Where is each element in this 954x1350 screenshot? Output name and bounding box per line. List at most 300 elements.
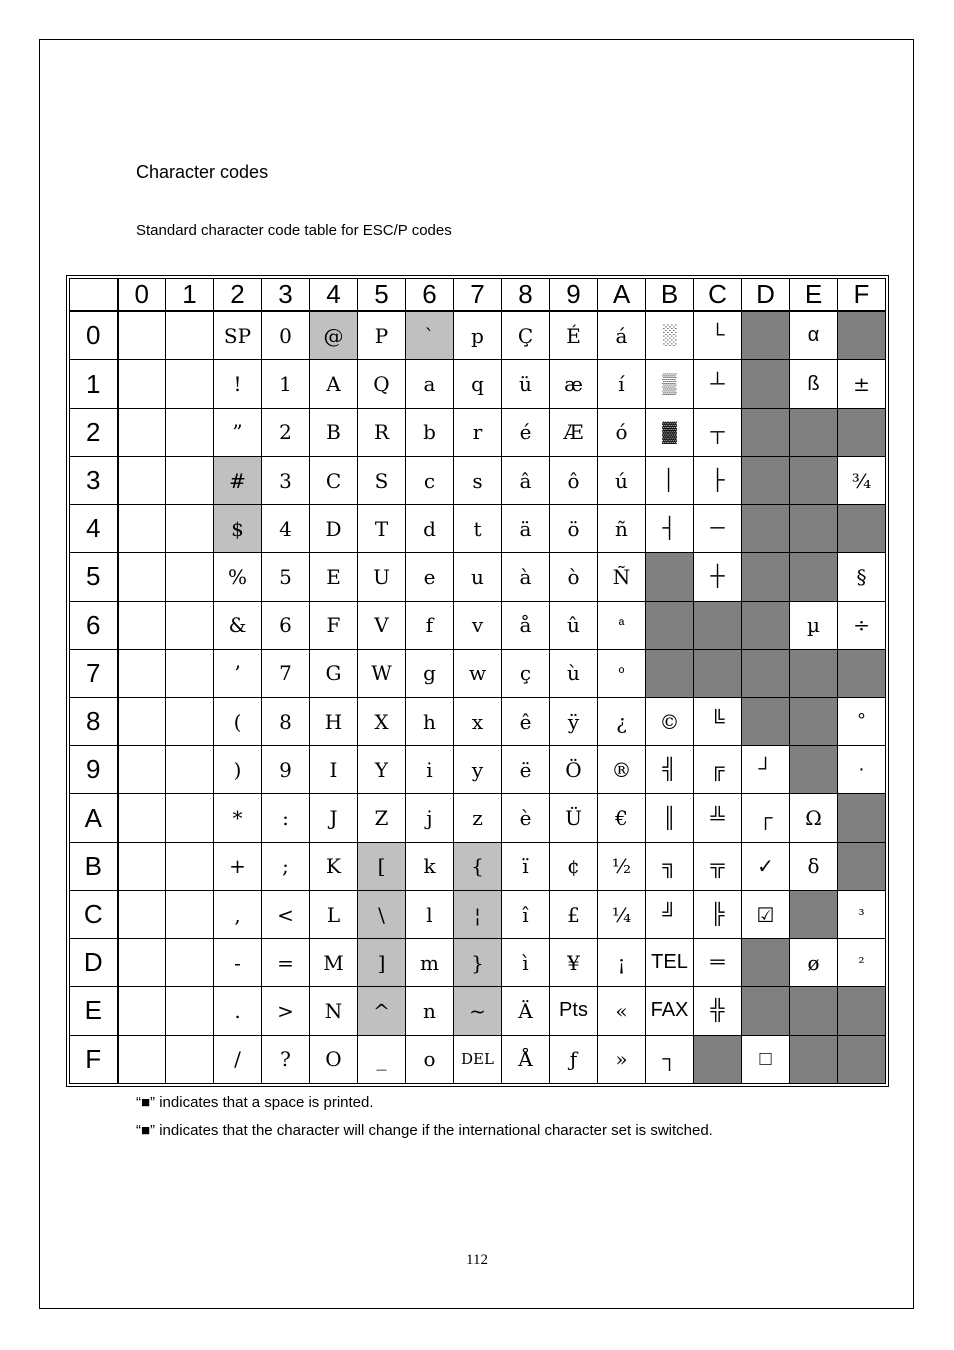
code-cell: F <box>310 601 358 649</box>
code-cell: ÿ <box>550 698 598 746</box>
code-cell: 2 <box>262 408 310 456</box>
row-header: A <box>70 794 118 842</box>
code-cell: L <box>310 890 358 938</box>
code-cell: ─ <box>694 505 742 553</box>
code-cell <box>166 794 214 842</box>
code-cell: . <box>214 987 262 1035</box>
row-header: 5 <box>70 553 118 601</box>
code-cell: b <box>406 408 454 456</box>
code-cell: ┌ <box>742 794 790 842</box>
code-cell: > <box>262 987 310 1035</box>
code-cell: ñ <box>598 505 646 553</box>
code-cell: H <box>310 698 358 746</box>
code-cell: X <box>358 698 406 746</box>
code-cell: ³ <box>838 890 886 938</box>
code-cell: l <box>406 890 454 938</box>
code-cell: □ <box>742 1035 790 1083</box>
code-cell: { <box>454 842 502 890</box>
row-header: 7 <box>70 649 118 697</box>
table-row <box>70 601 886 649</box>
code-cell: $ <box>214 505 262 553</box>
code-cell: æ <box>550 360 598 408</box>
code-cell <box>166 360 214 408</box>
code-cell: a <box>406 360 454 408</box>
note-international-char: “■” indicates that the character will change if the international character set is switched. <box>136 1122 713 1139</box>
code-cell: ê <box>502 698 550 746</box>
code-cell: ( <box>214 698 262 746</box>
code-cell <box>166 408 214 456</box>
code-cell: 8 <box>262 698 310 746</box>
code-cell: g <box>406 649 454 697</box>
code-cell: 7 <box>262 649 310 697</box>
code-cell: € <box>598 794 646 842</box>
code-cell: r <box>454 408 502 456</box>
code-cell: ’ <box>214 649 262 697</box>
code-cell: SP <box>214 311 262 360</box>
code-cell: ƒ <box>550 1035 598 1083</box>
code-cell: ë <box>502 746 550 794</box>
code-cell: ┼ <box>694 553 742 601</box>
code-cell: k <box>406 842 454 890</box>
column-header: D <box>742 279 790 312</box>
code-cell: FAX <box>646 987 694 1035</box>
code-cell: ù <box>550 649 598 697</box>
code-cell <box>742 649 790 697</box>
code-cell: · <box>838 746 886 794</box>
row-header: 6 <box>70 601 118 649</box>
code-cell <box>838 311 886 360</box>
code-cell: δ <box>790 842 838 890</box>
code-cell: f <box>406 601 454 649</box>
code-cell <box>742 553 790 601</box>
code-cell: Æ <box>550 408 598 456</box>
code-cell <box>118 408 166 456</box>
code-cell <box>166 601 214 649</box>
row-header: 4 <box>70 505 118 553</box>
code-cell <box>838 505 886 553</box>
table-row <box>70 698 886 746</box>
code-cell: O <box>310 1035 358 1083</box>
code-cell: u <box>454 553 502 601</box>
corner-cell <box>70 279 118 312</box>
code-cell <box>118 842 166 890</box>
code-cell: 3 <box>262 456 310 504</box>
code-cell <box>742 360 790 408</box>
code-cell: o <box>406 1035 454 1083</box>
page-number: 112 <box>466 1252 488 1268</box>
table-row <box>70 649 886 697</box>
code-cell: î <box>502 890 550 938</box>
code-cell: G <box>310 649 358 697</box>
code-cell <box>166 649 214 697</box>
code-cell: T <box>358 505 406 553</box>
table-row <box>70 987 886 1035</box>
code-cell: v <box>454 601 502 649</box>
code-cell: U <box>358 553 406 601</box>
column-header: E <box>790 279 838 312</box>
table-row <box>70 505 886 553</box>
table-row <box>70 456 886 504</box>
row-header: 9 <box>70 746 118 794</box>
table-row <box>70 890 886 938</box>
code-cell <box>118 794 166 842</box>
code-cell: w <box>454 649 502 697</box>
code-cell: ø <box>790 939 838 987</box>
code-cell: ╩ <box>694 794 742 842</box>
code-cell: ¢ <box>550 842 598 890</box>
table-row <box>70 311 886 360</box>
code-cell: 9 <box>262 746 310 794</box>
code-cell <box>790 408 838 456</box>
code-cell <box>694 649 742 697</box>
code-cell: } <box>454 939 502 987</box>
code-cell <box>742 939 790 987</box>
code-cell: ║ <box>646 794 694 842</box>
code-cell: É <box>550 311 598 360</box>
table-row <box>70 553 886 601</box>
code-cell <box>118 553 166 601</box>
code-cell: ! <box>214 360 262 408</box>
code-cell <box>118 746 166 794</box>
code-cell: E <box>310 553 358 601</box>
code-cell: ÷ <box>838 601 886 649</box>
code-cell: ç <box>502 649 550 697</box>
code-cell: ü <box>502 360 550 408</box>
code-cell: - <box>214 939 262 987</box>
code-cell <box>838 842 886 890</box>
table-row <box>70 842 886 890</box>
code-cell: Ö <box>550 746 598 794</box>
code-cell: Ω <box>790 794 838 842</box>
code-cell: ® <box>598 746 646 794</box>
code-cell <box>118 987 166 1035</box>
column-header: 7 <box>454 279 502 312</box>
code-cell <box>838 408 886 456</box>
table-row <box>70 939 886 987</box>
code-cell: 4 <box>262 505 310 553</box>
code-cell: Z <box>358 794 406 842</box>
code-cell <box>118 601 166 649</box>
code-cell <box>118 939 166 987</box>
code-cell <box>646 649 694 697</box>
code-cell <box>118 1035 166 1083</box>
code-cell <box>790 890 838 938</box>
code-cell <box>742 698 790 746</box>
code-cell: DEL <box>454 1035 502 1083</box>
code-cell: £ <box>550 890 598 938</box>
code-cell <box>742 987 790 1035</box>
code-cell: ╚ <box>694 698 742 746</box>
code-cell: ) <box>214 746 262 794</box>
code-cell: ä <box>502 505 550 553</box>
code-cell: N <box>310 987 358 1035</box>
code-cell <box>118 698 166 746</box>
code-cell: / <box>214 1035 262 1083</box>
code-cell: ò <box>550 553 598 601</box>
code-cell <box>166 1035 214 1083</box>
row-header: 1 <box>70 360 118 408</box>
code-cell: ” <box>214 408 262 456</box>
code-cell: n <box>406 987 454 1035</box>
column-header-row <box>70 279 886 312</box>
code-cell: , <box>214 890 262 938</box>
code-cell <box>166 311 214 360</box>
character-code-table <box>69 278 886 1084</box>
code-cell <box>838 649 886 697</box>
code-cell: ] <box>358 939 406 987</box>
row-header: 8 <box>70 698 118 746</box>
code-cell <box>646 553 694 601</box>
code-cell: % <box>214 553 262 601</box>
table-row <box>70 360 886 408</box>
code-cell: i <box>406 746 454 794</box>
code-cell: & <box>214 601 262 649</box>
code-cell <box>166 939 214 987</box>
code-cell: q <box>454 360 502 408</box>
code-cell <box>166 505 214 553</box>
code-cell: ^ <box>358 987 406 1035</box>
code-cell <box>790 698 838 746</box>
code-cell <box>118 890 166 938</box>
column-header: 5 <box>358 279 406 312</box>
code-cell <box>742 408 790 456</box>
code-cell: d <box>406 505 454 553</box>
column-header: B <box>646 279 694 312</box>
column-header: A <box>598 279 646 312</box>
code-cell: 6 <box>262 601 310 649</box>
code-cell: ╗ <box>646 842 694 890</box>
code-cell: ┴ <box>694 360 742 408</box>
code-cell: Ç <box>502 311 550 360</box>
code-cell: R <box>358 408 406 456</box>
code-cell: § <box>838 553 886 601</box>
code-cell: ? <box>262 1035 310 1083</box>
code-cell: ╦ <box>694 842 742 890</box>
page-title: Character codes <box>136 162 269 182</box>
code-cell <box>166 698 214 746</box>
code-cell <box>118 456 166 504</box>
code-cell: ├ <box>694 456 742 504</box>
code-cell: [ <box>358 842 406 890</box>
code-cell <box>166 553 214 601</box>
code-cell: ┐ <box>646 1035 694 1083</box>
code-cell <box>790 505 838 553</box>
code-cell: º <box>598 649 646 697</box>
code-cell <box>646 601 694 649</box>
code-cell: ╠ <box>694 890 742 938</box>
row-header: 3 <box>70 456 118 504</box>
code-cell: < <box>262 890 310 938</box>
code-cell: ¦ <box>454 890 502 938</box>
code-cell: ¿ <box>598 698 646 746</box>
row-header: C <box>70 890 118 938</box>
code-cell: ┬ <box>694 408 742 456</box>
code-cell: ú <box>598 456 646 504</box>
code-cell: B <box>310 408 358 456</box>
code-cell: M <box>310 939 358 987</box>
code-cell: t <box>454 505 502 553</box>
code-cell: @ <box>310 311 358 360</box>
code-cell: K <box>310 842 358 890</box>
code-cell: Å <box>502 1035 550 1083</box>
code-cell: ï <box>502 842 550 890</box>
code-cell <box>118 649 166 697</box>
code-cell: ` <box>406 311 454 360</box>
code-cell: ░ <box>646 311 694 360</box>
code-cell <box>166 746 214 794</box>
code-cell: Ü <box>550 794 598 842</box>
code-cell: å <box>502 601 550 649</box>
row-header: F <box>70 1035 118 1083</box>
code-cell: ╬ <box>694 987 742 1035</box>
code-cell <box>790 746 838 794</box>
code-cell: S <box>358 456 406 504</box>
code-cell <box>838 987 886 1035</box>
code-cell: é <box>502 408 550 456</box>
note-space-printed: “■” indicates that a space is printed. <box>136 1094 374 1111</box>
code-cell: è <box>502 794 550 842</box>
column-header: 1 <box>166 279 214 312</box>
code-cell: « <box>598 987 646 1035</box>
code-cell: ß <box>790 360 838 408</box>
code-cell: 1 <box>262 360 310 408</box>
code-cell: ¥ <box>550 939 598 987</box>
code-cell: ; <box>262 842 310 890</box>
code-cell <box>694 601 742 649</box>
code-cell: à <box>502 553 550 601</box>
code-cell <box>742 601 790 649</box>
code-cell: : <box>262 794 310 842</box>
code-cell: ì <box>502 939 550 987</box>
code-cell: P <box>358 311 406 360</box>
code-cell: I <box>310 746 358 794</box>
code-cell: ¾ <box>838 456 886 504</box>
code-cell <box>166 456 214 504</box>
code-cell: z <box>454 794 502 842</box>
code-cell: ö <box>550 505 598 553</box>
code-cell: ² <box>838 939 886 987</box>
code-cell <box>790 456 838 504</box>
code-cell <box>694 1035 742 1083</box>
code-cell <box>166 987 214 1035</box>
code-cell: A <box>310 360 358 408</box>
code-cell: û <box>550 601 598 649</box>
code-cell: h <box>406 698 454 746</box>
code-cell: ¡ <box>598 939 646 987</box>
table-subtitle: Standard character code table for ESC/P codes <box>136 222 452 239</box>
code-cell: ~ <box>454 987 502 1035</box>
code-cell: © <box>646 698 694 746</box>
column-header: 9 <box>550 279 598 312</box>
column-header: 2 <box>214 279 262 312</box>
code-cell <box>742 456 790 504</box>
code-cell: p <box>454 311 502 360</box>
code-cell: » <box>598 1035 646 1083</box>
code-cell: TEL <box>646 939 694 987</box>
code-cell: y <box>454 746 502 794</box>
code-cell: V <box>358 601 406 649</box>
code-cell <box>166 890 214 938</box>
code-cell: _ <box>358 1035 406 1083</box>
code-cell: α <box>790 311 838 360</box>
code-cell: c <box>406 456 454 504</box>
code-cell: 5 <box>262 553 310 601</box>
code-cell: J <box>310 794 358 842</box>
code-cell: m <box>406 939 454 987</box>
code-cell: ╝ <box>646 890 694 938</box>
row-header: 2 <box>70 408 118 456</box>
code-cell: ✓ <box>742 842 790 890</box>
code-cell: \ <box>358 890 406 938</box>
column-header: F <box>838 279 886 312</box>
code-cell: ª <box>598 601 646 649</box>
code-cell: 0 <box>262 311 310 360</box>
code-cell <box>790 1035 838 1083</box>
row-header: D <box>70 939 118 987</box>
code-cell: C <box>310 456 358 504</box>
column-header: 3 <box>262 279 310 312</box>
code-cell <box>742 505 790 553</box>
row-header: E <box>70 987 118 1035</box>
code-cell: ☑ <box>742 890 790 938</box>
code-cell: * <box>214 794 262 842</box>
code-cell <box>838 1035 886 1083</box>
row-header: B <box>70 842 118 890</box>
code-cell <box>118 505 166 553</box>
code-cell: ° <box>838 698 886 746</box>
column-header: 0 <box>118 279 166 312</box>
code-cell: á <box>598 311 646 360</box>
code-cell: s <box>454 456 502 504</box>
code-cell: x <box>454 698 502 746</box>
column-header: 4 <box>310 279 358 312</box>
column-header: 6 <box>406 279 454 312</box>
code-cell: Q <box>358 360 406 408</box>
table-row <box>70 1035 886 1083</box>
character-code-table-frame <box>66 275 889 1087</box>
row-header: 0 <box>70 311 118 360</box>
code-cell: = <box>262 939 310 987</box>
code-cell <box>118 311 166 360</box>
code-cell: ═ <box>694 939 742 987</box>
code-cell: D <box>310 505 358 553</box>
code-cell: â <box>502 456 550 504</box>
code-cell: í <box>598 360 646 408</box>
code-cell <box>790 553 838 601</box>
code-cell <box>742 311 790 360</box>
code-cell <box>838 794 886 842</box>
code-cell: ¼ <box>598 890 646 938</box>
code-cell: ó <box>598 408 646 456</box>
code-cell: e <box>406 553 454 601</box>
code-cell: µ <box>790 601 838 649</box>
table-row <box>70 408 886 456</box>
code-cell: ▓ <box>646 408 694 456</box>
code-cell <box>790 649 838 697</box>
code-cell: ½ <box>598 842 646 890</box>
code-cell: ╣ <box>646 746 694 794</box>
code-cell: ▒ <box>646 360 694 408</box>
table-row <box>70 746 886 794</box>
code-cell: └ <box>694 311 742 360</box>
code-cell: Pts <box>550 987 598 1035</box>
column-header: 8 <box>502 279 550 312</box>
code-cell: Ä <box>502 987 550 1035</box>
code-cell: Y <box>358 746 406 794</box>
code-cell: ┤ <box>646 505 694 553</box>
code-cell <box>118 360 166 408</box>
code-cell: Ñ <box>598 553 646 601</box>
